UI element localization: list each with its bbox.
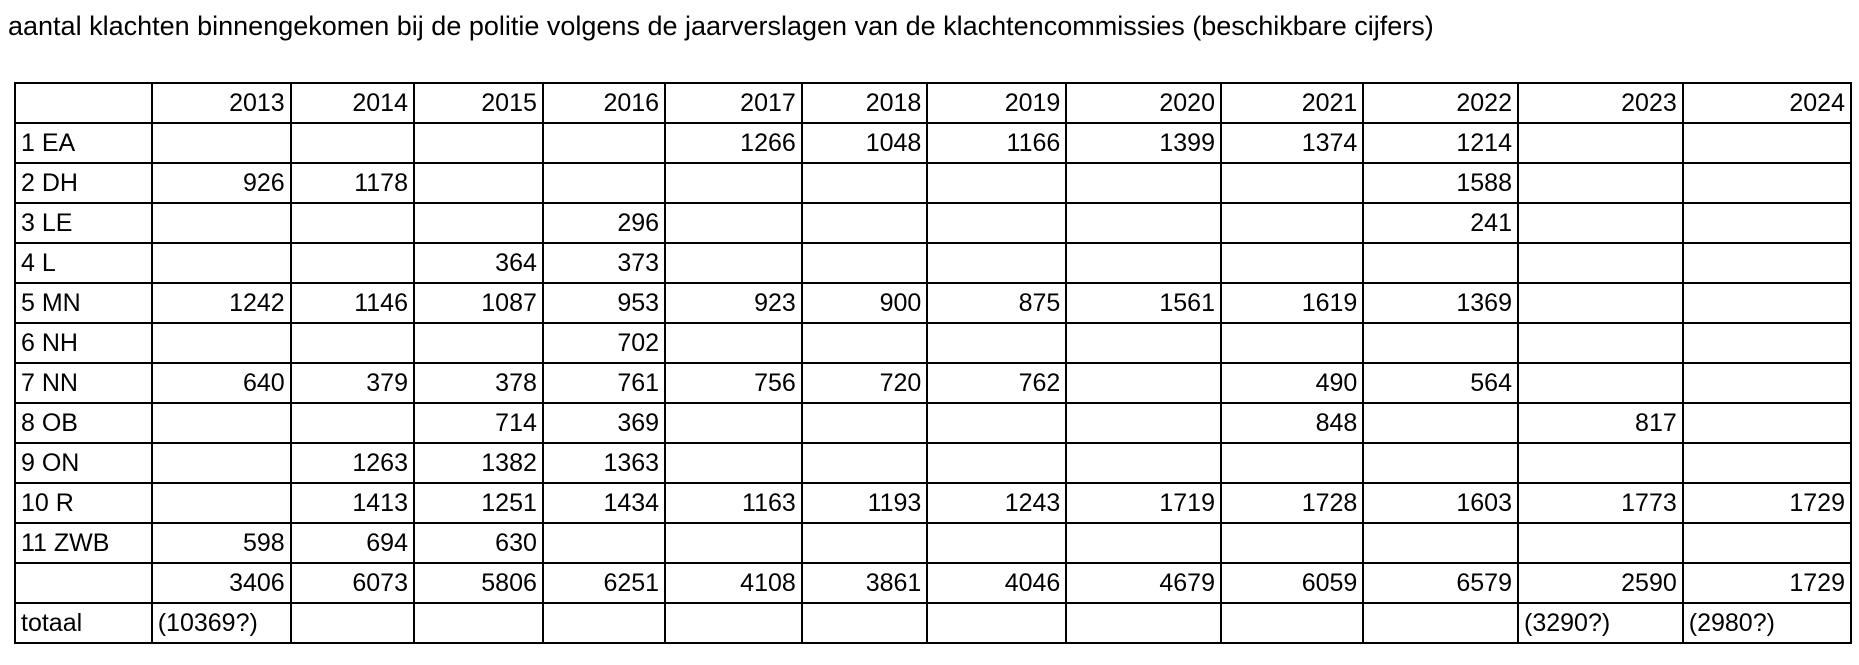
table-cell [414,163,543,203]
table-cell: 1193 [802,483,928,523]
table-cell [414,203,543,243]
table-cell [1221,243,1363,283]
table-cell [927,523,1066,563]
table-cell [1066,403,1221,443]
table-cell: 720 [802,363,928,403]
table-cell [802,603,928,643]
table-cell [291,243,414,283]
table-cell: 2020 [1066,83,1221,123]
row-label-cell [15,83,152,123]
table-cell [1066,523,1221,563]
table-cell: 714 [414,403,543,443]
table-cell: 817 [1518,403,1683,443]
table-cell: 564 [1363,363,1518,403]
table-cell: 640 [152,363,291,403]
table-cell: 4679 [1066,563,1221,603]
table-row [15,123,1851,163]
row-label-cell: 1 EA [15,123,152,163]
table-cell: 6251 [543,563,665,603]
table-cell [1363,523,1518,563]
table-cell [1221,203,1363,243]
complaints-table [14,82,1852,644]
table-cell: 1369 [1363,283,1518,323]
table-cell [802,403,928,443]
table-cell [665,443,802,483]
table-cell [1221,523,1363,563]
table-cell [1518,163,1683,203]
table-cell: 1363 [543,443,665,483]
table-cell [665,603,802,643]
table-cell: 6073 [291,563,414,603]
table-cell [152,243,291,283]
table-cell: 1166 [927,123,1066,163]
table-cell: 756 [665,363,802,403]
table-cell [1066,243,1221,283]
table-sum-row [15,563,1851,603]
table-cell: 1729 [1683,483,1851,523]
table-cell [802,323,928,363]
table-cell: 2017 [665,83,802,123]
table-cell [543,123,665,163]
table-cell: 694 [291,523,414,563]
table-cell [1683,163,1851,203]
table-row [15,283,1851,323]
table-cell: 900 [802,283,928,323]
table-cell [802,443,928,483]
row-label-cell: 7 NN [15,363,152,403]
table-cell [291,403,414,443]
table-row [15,163,1851,203]
table-cell: 1048 [802,123,928,163]
table-cell: 598 [152,523,291,563]
table-cell [1683,443,1851,483]
table-cell [291,323,414,363]
table-cell: 3861 [802,563,928,603]
row-label-cell [15,563,152,603]
table-cell: 296 [543,203,665,243]
table-cell [291,603,414,643]
table-cell [1066,163,1221,203]
table-cell: 1178 [291,163,414,203]
table-cell [152,203,291,243]
table-cell [1683,123,1851,163]
table-cell: 1588 [1363,163,1518,203]
table-cell: 953 [543,283,665,323]
table-cell: 4108 [665,563,802,603]
table-cell: 2021 [1221,83,1363,123]
table-cell: 1773 [1518,483,1683,523]
table-cell: 2016 [543,83,665,123]
table-row [15,403,1851,443]
table-cell: 2022 [1363,83,1518,123]
table-cell [927,163,1066,203]
table-cell [927,243,1066,283]
table-cell [1518,243,1683,283]
table-cell [927,203,1066,243]
table-cell [1683,403,1851,443]
table-cell: 762 [927,363,1066,403]
row-label-cell: 4 L [15,243,152,283]
table-cell [1683,363,1851,403]
table-cell: 1374 [1221,123,1363,163]
table-cell [1066,203,1221,243]
table-cell: 1719 [1066,483,1221,523]
table-cell: 923 [665,283,802,323]
table-cell [927,403,1066,443]
table-header-row [15,83,1851,123]
row-label-cell: 5 MN [15,283,152,323]
table-cell: 761 [543,363,665,403]
table-cell: 1382 [414,443,543,483]
table-cell [1221,163,1363,203]
table-cell: 848 [1221,403,1363,443]
table-cell: 2014 [291,83,414,123]
table-row [15,203,1851,243]
table-cell: 5806 [414,563,543,603]
table-cell [1683,323,1851,363]
row-label-cell: 9 ON [15,443,152,483]
table-cell [1066,323,1221,363]
table-cell [802,243,928,283]
table-cell [152,483,291,523]
table-cell [152,123,291,163]
table-cell: 2018 [802,83,928,123]
table-cell [665,203,802,243]
table-cell [1683,243,1851,283]
table-total-row [15,603,1851,643]
table-cell [1363,403,1518,443]
table-cell [291,203,414,243]
table-cell [1363,243,1518,283]
row-label-cell: 2 DH [15,163,152,203]
table-cell: 1263 [291,443,414,483]
table-cell [1363,323,1518,363]
table-cell [152,403,291,443]
table-cell [1518,203,1683,243]
table-cell [802,203,928,243]
table-row [15,483,1851,523]
table-cell: (2980?) [1683,603,1851,643]
table-cell [152,323,291,363]
table-cell [1066,443,1221,483]
table-cell: 1146 [291,283,414,323]
table-cell: 875 [927,283,1066,323]
table-row [15,323,1851,363]
table-cell: 2013 [152,83,291,123]
table-cell [1518,363,1683,403]
table-cell: 379 [291,363,414,403]
table-cell: 1413 [291,483,414,523]
table-cell [665,523,802,563]
table-cell [665,323,802,363]
table-cell: 1619 [1221,283,1363,323]
table-cell: 1266 [665,123,802,163]
table-cell: 702 [543,323,665,363]
table-cell: 2590 [1518,563,1683,603]
table-cell: 364 [414,243,543,283]
table-cell [927,443,1066,483]
table-cell: 1603 [1363,483,1518,523]
table-cell [1518,323,1683,363]
row-label-cell: totaal [15,603,152,643]
table-row [15,363,1851,403]
table-cell: 6059 [1221,563,1363,603]
table-cell: 1243 [927,483,1066,523]
table-cell [1518,283,1683,323]
table-cell: 373 [543,243,665,283]
table-cell [1066,363,1221,403]
table-cell [927,603,1066,643]
table-cell [802,523,928,563]
table-cell: 1087 [414,283,543,323]
table-cell: 630 [414,523,543,563]
row-label-cell: 3 LE [15,203,152,243]
table-cell [1221,323,1363,363]
table-row [15,443,1851,483]
table-cell [1066,603,1221,643]
table-cell: 1251 [414,483,543,523]
table-cell [1518,123,1683,163]
table-cell: 4046 [927,563,1066,603]
table-cell: 369 [543,403,665,443]
table-cell [1363,603,1518,643]
table-cell [414,603,543,643]
table-cell: 241 [1363,203,1518,243]
table-cell [665,243,802,283]
page-title: aantal klachten binnengekomen bij de politie volgens de jaarverslagen van de klachtencommissies (beschikbare cijfers) [8,11,1434,41]
table-cell [414,323,543,363]
table-cell: 1214 [1363,123,1518,163]
table-cell [1683,283,1851,323]
table-row [15,243,1851,283]
table-cell: 1561 [1066,283,1221,323]
table-cell: (10369?) [152,603,291,643]
table-cell: 1434 [543,483,665,523]
table-cell: 490 [1221,363,1363,403]
table-cell [1518,523,1683,563]
table-cell [802,163,928,203]
table-cell: 2015 [414,83,543,123]
table-cell: 926 [152,163,291,203]
table-cell: 1163 [665,483,802,523]
table-cell: 2023 [1518,83,1683,123]
table-cell [414,123,543,163]
table-cell: 1242 [152,283,291,323]
table-cell [291,123,414,163]
table-cell [665,163,802,203]
table-cell: 2019 [927,83,1066,123]
table-row [15,523,1851,563]
table-cell [665,403,802,443]
table-cell: 2024 [1683,83,1851,123]
row-label-cell: 6 NH [15,323,152,363]
table-cell [1683,203,1851,243]
table-cell [1221,443,1363,483]
table-cell: 378 [414,363,543,403]
table-cell: 3406 [152,563,291,603]
table-cell [1221,603,1363,643]
table-cell: (3290?) [1518,603,1683,643]
table-cell [1683,523,1851,563]
table-cell: 6579 [1363,563,1518,603]
table-cell [152,443,291,483]
table-cell [927,323,1066,363]
row-label-cell: 11 ZWB [15,523,152,563]
table-cell: 1728 [1221,483,1363,523]
table-cell [543,523,665,563]
table-cell [1518,443,1683,483]
row-label-cell: 10 R [15,483,152,523]
table-cell [543,603,665,643]
table-cell [1363,443,1518,483]
table-cell: 1729 [1683,563,1851,603]
table-cell [543,163,665,203]
row-label-cell: 8 OB [15,403,152,443]
table-cell: 1399 [1066,123,1221,163]
